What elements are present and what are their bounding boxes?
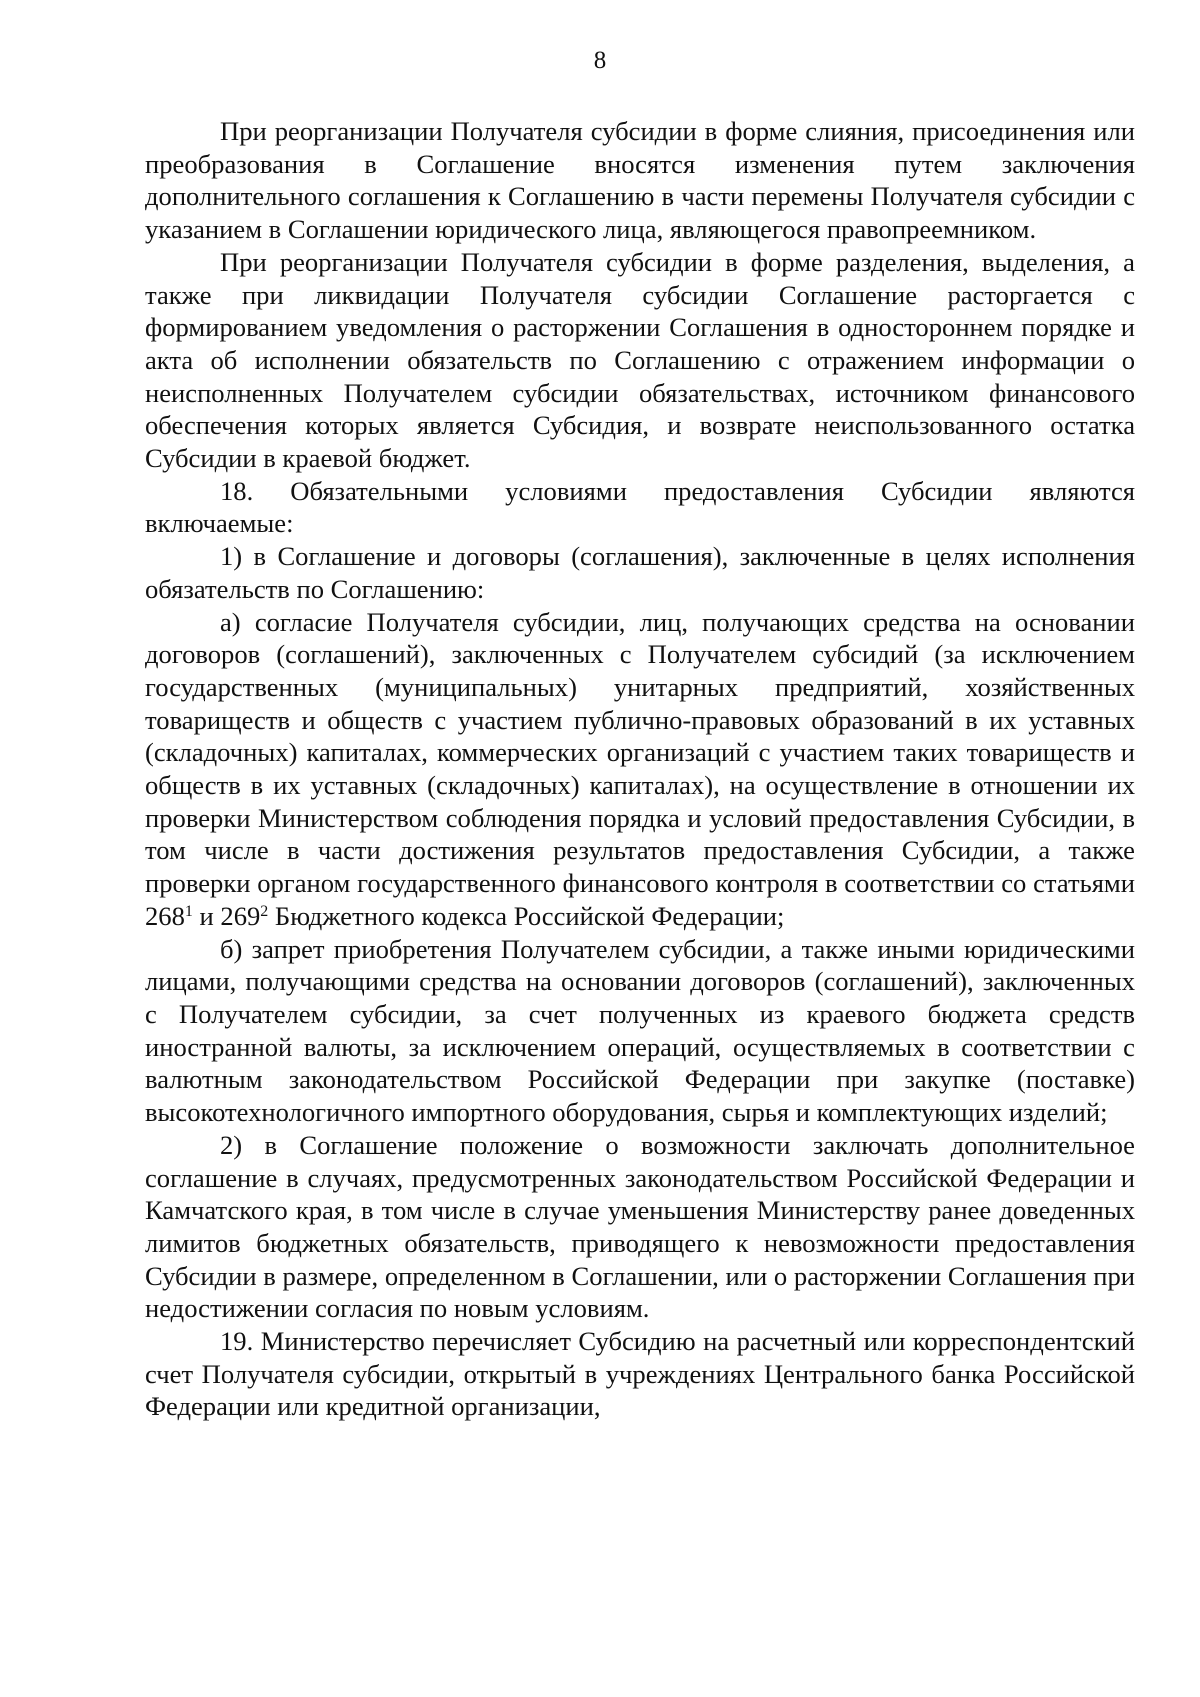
paragraph-reorganization-merger: При реорганизации Получателя субсидии в форме слияния, присоединения или преобразования в Соглашение вносятся изменения путем заключения дополнительного соглашения к Соглашению в части перемены Получателя субсидии с указанием в Соглашении юридического лица, являющегося правопреемником. xyxy=(145,116,1135,245)
page-number: 8 xyxy=(593,47,607,74)
document-body xyxy=(145,115,1135,1423)
paragraph-item-2: 2) в Соглашение положение о возможности заключать дополнительное соглашение в случаях, предусмотренных законодательством Российской Федерации и Камчатского края, в том числе в случае уменьшения Министерству ранее доведенных лимитов бюджетных обязательств, приводящего к невозможности предоставления Субсидии в размере, определенном в Соглашении, или о расторжении Соглашения при недостижении согласия по новым условиям. xyxy=(145,1129,1135,1324)
paragraph-reorganization-division: При реорганизации Получателя субсидии в форме разделения, выделения, а также при ликвидации Получателя субсидии Соглашение расторгается с формированием уведомления о расторжении Соглашения в одностороннем порядке и акта об исполнении обязательств по Соглашению с отражением информации о неисполненных Получателем субсидии обязательствах, источником финансового обеспечения которых является Субсидия, и возврате неиспользованного остатка Субсидии в краевой бюджет. xyxy=(145,246,1135,474)
paragraph-clause-19: 19. Министерство перечисляет Субсидию на расчетный или корреспондентский счет Получателя субсидии, открытый в учреждениях Центрального банка Российской Федерации или кредитной организации, xyxy=(145,1326,1135,1422)
paragraph-item-1: 1) в Соглашение и договоры (соглашения), заключенные в целях исполнения обязательств по Соглашению: xyxy=(145,541,1135,604)
paragraph-item-1a-end: Бюджетного кодекса Российской Федерации; xyxy=(268,900,785,931)
superscript-1: 1 xyxy=(184,903,193,921)
superscript-2: 2 xyxy=(260,903,269,921)
paragraph-item-1a-text: а) согласие Получателя субсидии, лиц, получающих средства на основании договоров (соглашений), заключенных с Получателем субсидий (за исключением государственных (муниципальных) унитарных предприятий, хозяйственных товариществ и обществ с участием публично-правовых образований в их уставных (складочных) капиталах, коммерческих организаций с участием таких товариществ и обществ в их уставных (складочных) капиталах), на осуществление в отношении их проверки Министерством соблюдения порядка и условий предоставления Субсидии, в том числе в части достижения результатов предоставления Субсидии, а также проверки органом государственного финансового контроля в соответствии со статьями 268 xyxy=(145,606,1135,931)
paragraph-item-1b: б) запрет приобретения Получателем субсидии, а также иными юридическими лицами, получающими средства на основании договоров (соглашений), заключенных с Получателем субсидии, за счет полученных из краевого бюджета средств иностранной валюты, за исключением операций, осуществляемых в соответствии с валютным законодательством Российской Федерации при закупке (поставке) высокотехнологичного импортного оборудования, сырья и комплектующих изделий; xyxy=(145,933,1135,1128)
paragraph-item-1a xyxy=(145,606,1135,933)
paragraph-item-1a-mid: и 269 xyxy=(192,900,261,931)
paragraph-clause-18: 18. Обязательными условиями предоставления Субсидии являются включаемые: xyxy=(145,475,1135,539)
